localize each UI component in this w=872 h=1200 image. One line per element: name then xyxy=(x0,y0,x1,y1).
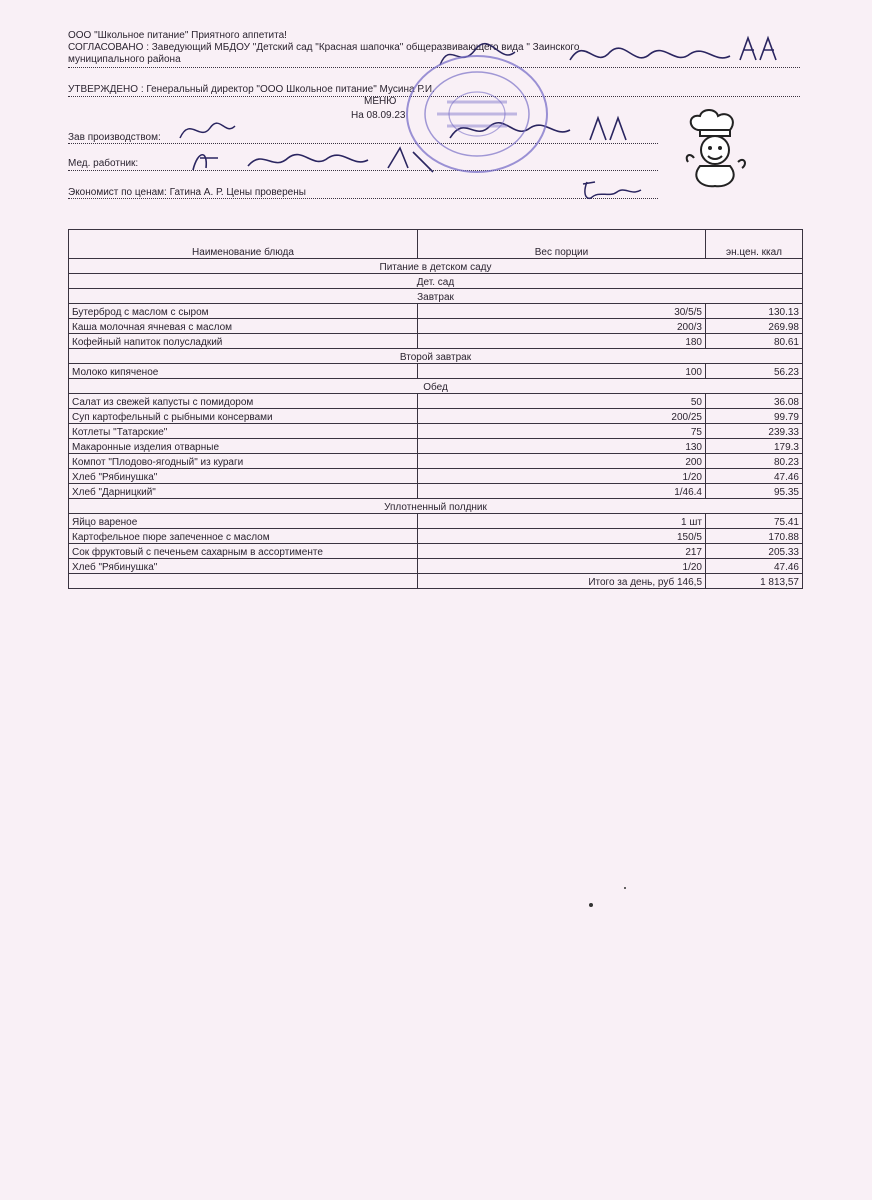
portion-weight: 180 xyxy=(418,334,706,349)
header-kcal: эн.цен. ккал xyxy=(706,230,803,259)
total-empty-cell xyxy=(69,574,418,589)
table-row xyxy=(69,529,803,544)
kcal-value: 99.79 xyxy=(706,409,803,424)
organization-line: ООО "Школьное питание" Приятного аппетита! xyxy=(68,30,287,41)
table-row xyxy=(69,484,803,499)
portion-weight: 200 xyxy=(418,454,706,469)
dish-name: Салат из свежей капусты с помидором xyxy=(69,394,418,409)
header-weight: Вес порции xyxy=(418,230,706,259)
kcal-value: 179.3 xyxy=(706,439,803,454)
menu-date: На 08.09.23 xyxy=(351,110,406,121)
portion-weight: 50 xyxy=(418,394,706,409)
portion-weight: 1/46.4 xyxy=(418,484,706,499)
agreed-line-1: СОГЛАСОВАНО : Заведующий МБДОУ "Детский сад "Красная шапочка" общеразвивающего вида " Заинского xyxy=(68,42,580,53)
kcal-value: 205.33 xyxy=(706,544,803,559)
section-row xyxy=(69,349,803,364)
dish-name: Молоко кипяченое xyxy=(69,364,418,379)
economist-signature-line xyxy=(68,198,658,199)
table-row xyxy=(69,439,803,454)
kcal-value: 95.35 xyxy=(706,484,803,499)
portion-weight: 1/20 xyxy=(418,469,706,484)
portion-weight: 200/3 xyxy=(418,319,706,334)
dish-name: Яйцо вареное xyxy=(69,514,418,529)
table-row xyxy=(69,334,803,349)
dish-name: Макаронные изделия отварные xyxy=(69,439,418,454)
dish-name: Кофейный напиток полусладкий xyxy=(69,334,418,349)
approved-line: УТВЕРЖДЕНО : Генеральный директор "ООО Школьное питание" Мусина Р.И. xyxy=(68,84,435,95)
kcal-value: 130.13 xyxy=(706,304,803,319)
kcal-value: 47.46 xyxy=(706,559,803,574)
table-row xyxy=(69,424,803,439)
dish-name: Хлеб "Дарницкий" xyxy=(69,484,418,499)
total-row xyxy=(69,574,803,589)
dish-name: Хлеб "Рябинушка" xyxy=(69,469,418,484)
table-row xyxy=(69,514,803,529)
paper-speck xyxy=(589,903,593,907)
kcal-value: 80.61 xyxy=(706,334,803,349)
portion-weight: 150/5 xyxy=(418,529,706,544)
header-dish: Наименование блюда xyxy=(69,230,418,259)
table-subtitle: Дет. сад xyxy=(69,274,803,289)
section-name: Уплотненный полдник xyxy=(69,499,803,514)
economist-line: Экономист по ценам: Гатина А. Р. Цены проверены xyxy=(68,187,306,198)
table-row xyxy=(69,454,803,469)
section-name: Завтрак xyxy=(69,289,803,304)
table-row xyxy=(69,319,803,334)
table-row xyxy=(69,469,803,484)
medic-label: Мед. работник: xyxy=(68,158,139,169)
kcal-value: 80.23 xyxy=(706,454,803,469)
total-kcal: 1 813,57 xyxy=(706,574,803,589)
kcal-value: 239.33 xyxy=(706,424,803,439)
section-row xyxy=(69,289,803,304)
dish-name: Бутерброд с маслом с сыром xyxy=(69,304,418,319)
table-row xyxy=(69,304,803,319)
section-row xyxy=(69,499,803,514)
table-header-row xyxy=(69,230,803,259)
table-subtitle-row xyxy=(69,274,803,289)
portion-weight: 100 xyxy=(418,364,706,379)
table-row xyxy=(69,364,803,379)
economist-signature xyxy=(575,178,645,204)
kcal-value: 75.41 xyxy=(706,514,803,529)
portion-weight: 1 шт xyxy=(418,514,706,529)
paper-speck xyxy=(624,887,626,889)
portion-weight: 1/20 xyxy=(418,559,706,574)
portion-weight: 75 xyxy=(418,424,706,439)
kcal-value: 56.23 xyxy=(706,364,803,379)
table-title: Питание в детском саду xyxy=(69,259,803,274)
production-manager-label: Зав производством: xyxy=(68,132,161,143)
dish-name: Хлеб "Рябинушка" xyxy=(69,559,418,574)
portion-weight: 217 xyxy=(418,544,706,559)
dish-name: Каша молочная ячневая с маслом xyxy=(69,319,418,334)
section-name: Второй завтрак xyxy=(69,349,803,364)
kcal-value: 269.98 xyxy=(706,319,803,334)
menu-title: МЕНЮ xyxy=(364,96,397,107)
table-row xyxy=(69,559,803,574)
dish-name: Котлеты "Татарские" xyxy=(69,424,418,439)
section-row xyxy=(69,379,803,394)
portion-weight: 130 xyxy=(418,439,706,454)
portion-weight: 30/5/5 xyxy=(418,304,706,319)
dish-name: Сок фруктовый с печеньем сахарным в ассортименте xyxy=(69,544,418,559)
table-row xyxy=(69,394,803,409)
table-row xyxy=(69,544,803,559)
organization-stamp xyxy=(402,52,552,177)
portion-weight: 200/25 xyxy=(418,409,706,424)
menu-table xyxy=(68,229,803,589)
kcal-value: 36.08 xyxy=(706,394,803,409)
chef-logo xyxy=(680,108,750,190)
total-label: Итого за день, руб 146,5 xyxy=(418,574,706,589)
dish-name: Компот "Плодово-ягодный" из кураги xyxy=(69,454,418,469)
kcal-value: 170.88 xyxy=(706,529,803,544)
dish-name: Суп картофельный с рыбными консервами xyxy=(69,409,418,424)
section-name: Обед xyxy=(69,379,803,394)
table-row xyxy=(69,409,803,424)
dish-name: Картофельное пюре запеченное с маслом xyxy=(69,529,418,544)
agreed-line-2: муниципального района xyxy=(68,54,181,65)
table-title-row xyxy=(69,259,803,274)
kcal-value: 47.46 xyxy=(706,469,803,484)
